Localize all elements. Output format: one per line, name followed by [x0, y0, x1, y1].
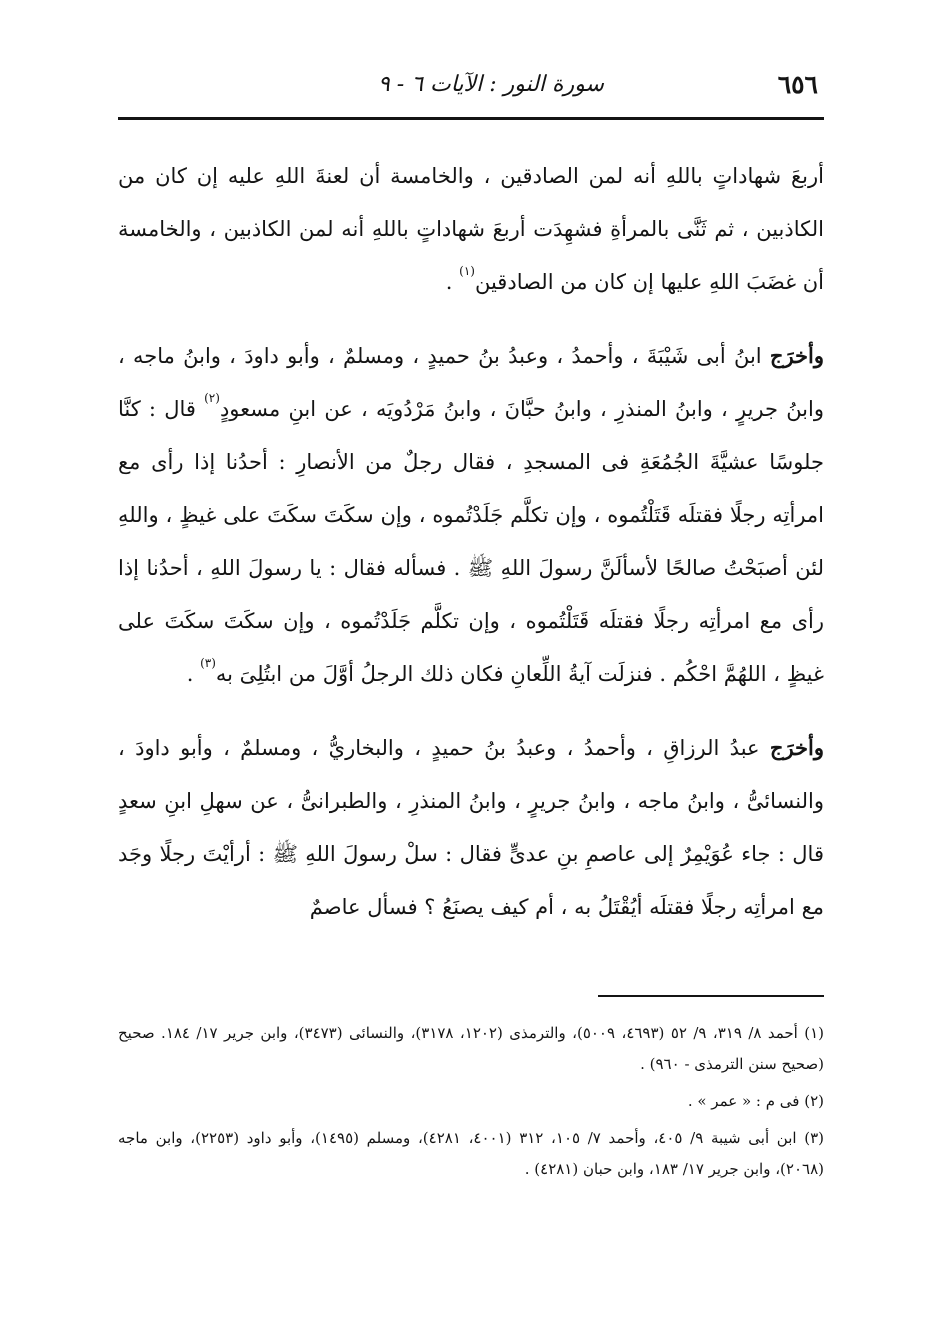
paragraph-2-lead: وأخرَج — [769, 343, 824, 368]
paragraph-3-text: عبدُ الرزاقِ ، وأحمدُ ، وعبدُ بنُ حميدٍ ، والبخاريُّ ، ومسلمٌ ، وأبو داودَ ، والنسائىُّ ، وابنُ ماجه ، وابنُ جريرٍ ، وابنُ المنذرِ ، والطبرانىُّ ، عن سهلِ ابنِ سعدٍ قال : جاء عُوَيْمِرٌ إلى عاصمِ بنِ عدىٍّ فقال : سلْ رسولَ اللهِ ﷺ : أرأيْتَ رجلًا وجَد مع امرأتِه رجلًا فقتلَه أيُقْتَلُ به ، أم كيف يصنَعُ ؟ فسأل عاصمٌ — [118, 736, 824, 919]
footnote-3: (٣) ابن أبى شيبة ٩/ ٤٠٥، وأحمد ٧/ ١٠٥، ٣١٢ (٤٠٠١، ٤٢٨١)، ومسلم (١٤٩٥)، وأبو داود (٢٢٥٣)، وابن ماجه (٢٠٦٨)، وابن جرير ١٧/ ١٨٣، وابن حبان (٤٢٨١) . — [118, 1129, 825, 1178]
footnote-rule — [598, 995, 824, 997]
footnote-1: (١) أحمد ٨/ ٣١٩، ٩/ ٥٢ (٤٦٩٣، ٥٠٠٩)، والترمذى (١٢٠٢، ٣١٧٨)، والنسائى (٣٤٧٣)، وابن جرير ١٧/ ١٨٤. صحيح (صحيح سنن الترمذى - ٩٦٠) . — [118, 1024, 825, 1073]
paragraph-1-text: أربعَ شهاداتٍ باللهِ أنه لمن الصادقين ، والخامسة أن لعنةَ اللهِ عليه إن كان من الكاذبين ، ثم ثَنَّى بالمرأةِ فشهِدَت أربعَ شهاداتٍ باللهِ أنه لمن الكاذبين ، والخامسة أن غضَبَ اللهِ عليها إن كان من الصادقين — [118, 164, 824, 294]
header-rule — [118, 117, 824, 120]
page-header — [118, 62, 824, 114]
paragraph-2-text-a: ابنُ أبى شَيْبَةَ ، وأحمدُ ، وعبدُ بنُ حميدٍ ، ومسلمٌ ، وأبو داودَ ، وابنُ ماجه ، وابنُ جريرٍ ، وابنُ المنذرِ ، وابنُ حبَّانَ ، وابنُ مَرْدُويَه ، عن ابنِ مسعودٍ — [118, 344, 825, 421]
paragraph-3 — [118, 721, 824, 934]
paragraph-3-lead: وأخرَج — [769, 735, 824, 760]
page-number: ٦٥٦ — [777, 70, 818, 99]
footnotes — [118, 1018, 824, 1191]
footnote-ref-1: (١) — [459, 264, 475, 278]
paragraph-1-end: . — [445, 270, 460, 294]
footnote-2: (٢) فى م : « عمر » . — [687, 1092, 824, 1110]
paragraph-2-text-b: قال : كنَّا جلوسًا عشيَّةَ الجُمُعَةِ فى المسجدِ ، فقال رجلٌ من الأنصارِ : أحدُنا إذا رأى مع امرأتِه رجلًا فقتلَه قَتَلْتُموه ، وإن تكلَّم جَلَدْتُموه ، وإن سكَتَ سكَتَ على غيظٍ ، واللهِ لئن أصبَحْتُ صالحًا لأسألَنَّ رسولَ اللهِ ﷺ . فسأله فقال : يا رسولَ اللهِ ، أحدُنا إذا رأى مع امرأتِه رجلًا فقتلَه قَتَلْتُموه ، وإن تكلَّم جَلَدْتُموه ، وإن سكَتَ سكَتَ على غيظٍ ، اللهُمَّ احْكُم . فنزلَت آيةُ اللِّعانِ فكان ذلك الرجلُ أوَّلَ من ابتُلِىَ به — [118, 397, 824, 686]
paragraph-2-end: . — [186, 662, 201, 686]
paragraph-1 — [118, 150, 824, 309]
running-title: سورة النور : الآيات ٦ - ٩ — [377, 72, 604, 97]
paragraph-2 — [118, 329, 824, 701]
main-text — [118, 150, 824, 954]
footnote-ref-3: (٣) — [200, 656, 216, 670]
footnote-ref-2: (٢) — [204, 391, 220, 405]
